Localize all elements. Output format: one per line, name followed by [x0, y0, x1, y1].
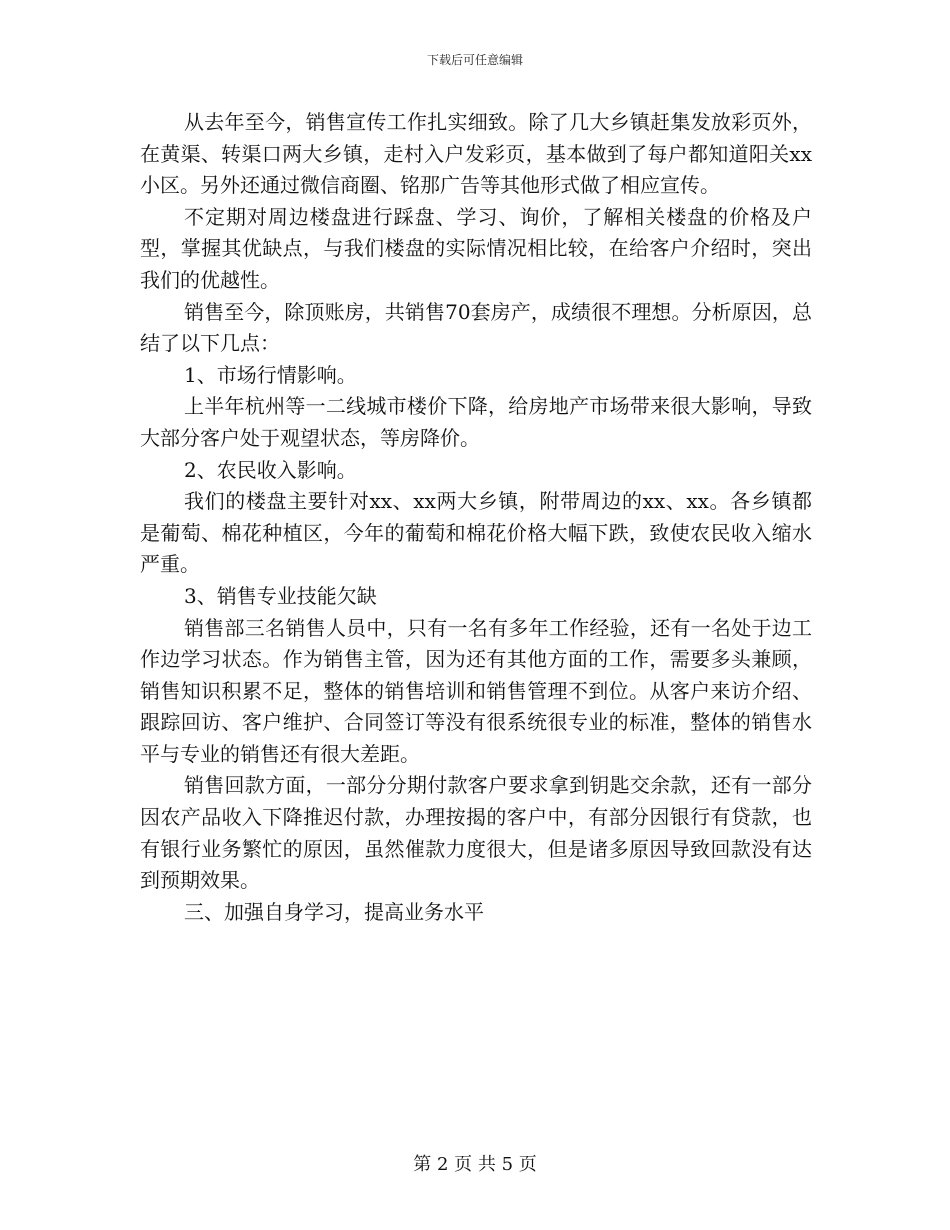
- paragraph-sales-skills: 销售部三名销售人员中，只有一名有多年工作经验，还有一名处于边工作边学习状态。作为销售主管，因为还有其他方面的工作，需要多头兼顾，销售知识积累不足，整体的销售培训和销售管理不到位。从客户来访介绍、跟踪回访、客户维护、合同签订等没有很系统很专业的标准，整体的销售水平与专业的销售还有很大差距。: [140, 615, 812, 766]
- heading-farmer-income: 2、农民收入影响。: [184, 457, 357, 482]
- page-number: 第 2 页 共 5 页: [413, 1154, 537, 1175]
- paragraph-market-impact: 上半年杭州等一二线城市楼价下降，给房地产市场带来很大影响，导致大部分客户处于观望状态，等房降价。: [140, 394, 812, 450]
- heading-market-impact: 1、市场行情影响。: [184, 362, 357, 387]
- page-header: 下载后可任意编辑: [426, 53, 523, 67]
- heading-sales-skills: 3、销售专业技能欠缺: [184, 583, 377, 608]
- paragraph-sales-result: 销售至今，除顶账房，共销售70套房产，成绩很不理想。分析原因，总结了以下几点：: [140, 299, 812, 356]
- paragraph-farmer-income: 我们的楼盘主要针对xx、xx两大乡镇，附带周边的xx、xx。各乡镇都是葡萄、棉花种植区，今年的葡萄和棉花价格大幅下跌，致使农民收入缩水严重。: [140, 489, 812, 577]
- paragraph-payment-collection: 销售回款方面，一部分分期付款客户要求拿到钥匙交余款，还有一部分因农产品收入下降推迟付款，办理按揭的客户中，有部分因银行有贷款，也有银行业务繁忙的原因，虽然催款力度很大，但是诸多原因导致回款没有达到预期效果。: [140, 773, 812, 893]
- paragraph-publicity: 从去年至今，销售宣传工作扎实细致。除了几大乡镇赶集发放彩页外，在黄渠、转渠口两大乡镇，走村入户发彩页，基本做到了每户都知道阳关xx小区。另外还通过微信商圈、铭那广告等其他形式做了相应宣传。: [140, 110, 812, 198]
- paragraph-competitor-research: 不定期对周边楼盘进行踩盘、学习、询价，了解相关楼盘的价格及户型，掌握其优缺点，与我们楼盘的实际情况相比较，在给客户介绍时，突出我们的优越性。: [140, 204, 812, 292]
- heading-self-learning: 三、加强自身学习，提高业务水平: [184, 899, 484, 924]
- document-body: [140, 107, 812, 928]
